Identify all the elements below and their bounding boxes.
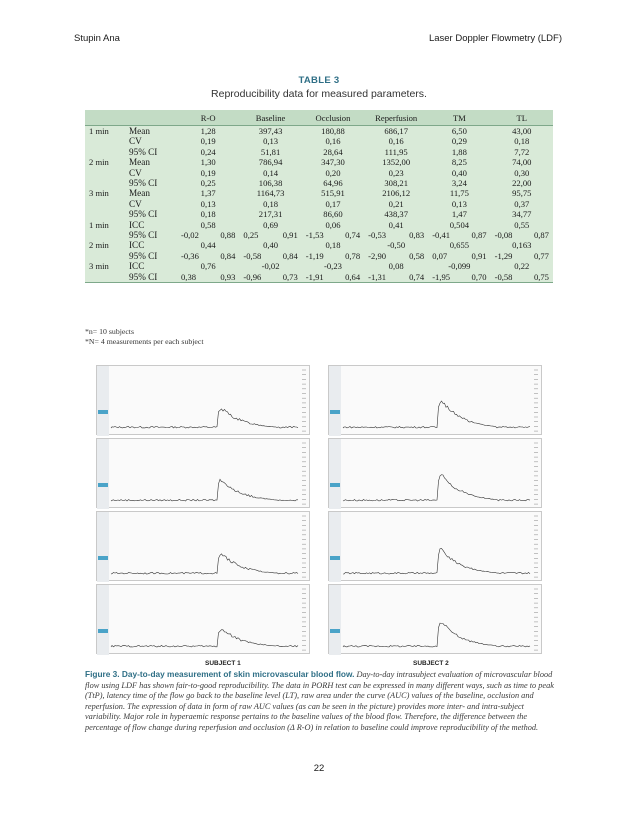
ci-lower: -2,90: [368, 250, 387, 261]
panel-side-strip: [329, 585, 341, 655]
ci-lower: -1,29: [494, 250, 513, 261]
ci-lower: -0,96: [243, 271, 262, 282]
figure-caption-body: Day-to-day intrasubject evaluation of microvascular blood flow using LDF has shown fair-to-good reproducibility. The data in PORH test can be expressed in many different ways, such as time to peak (TtP), latency time of the flow go back to the baseline level (LT), raw area under the curve (AUC) values of the baseline, occlusion and reperfusion. The expression of data in form of raw AUC values (as can be seen in the picture) provides more inter- and intra-subject variability. Major role in hyperaemic response pertains to the baseline values of the blood flow. Therefore, the difference between the percentage of flow change during reperfusion and occlusion (Δ R-O) in relation to baseline could improve reproducibility of the method.: [85, 670, 554, 732]
table-row: [85, 230, 553, 240]
table-cell: 308,21: [364, 178, 428, 188]
table-cell: 0,13: [239, 136, 301, 146]
row-group-label: 1 min: [85, 126, 127, 137]
ldf-recording-panel: [96, 584, 310, 654]
table-cell: 22,00: [491, 178, 553, 188]
table-cell: 0,23: [364, 168, 428, 178]
page-number: 22: [313, 763, 325, 774]
ci-upper: 0,84: [220, 250, 236, 261]
row-parameter-label: CV: [127, 199, 177, 209]
table-cell: -0,23: [302, 261, 364, 271]
table-cell: 0,13: [428, 199, 490, 209]
blood-flow-trace: [343, 623, 530, 647]
panel-side-strip: [97, 439, 109, 509]
table-cell: 0,58: [177, 220, 239, 230]
row-parameter-label: Mean: [127, 126, 177, 137]
table-cell: 6,50: [428, 126, 490, 137]
table-cell: 0,163: [491, 240, 553, 250]
table-cell: 1352,00: [364, 157, 428, 167]
table-cell: 34,77: [491, 209, 553, 219]
table-cell: 0,16: [364, 136, 428, 146]
table-header-row: [85, 110, 553, 126]
table-cell: [302, 251, 364, 261]
table-cell: 0,40: [428, 168, 490, 178]
column-header: Occlusion: [302, 110, 364, 126]
table-cell: [364, 251, 428, 261]
blood-flow-trace: [111, 630, 298, 647]
panel-channel-marker: [330, 629, 340, 633]
table-cell: -0,02: [239, 261, 301, 271]
table-cell: 0,13: [177, 199, 239, 209]
row-group-label: [85, 209, 127, 219]
table-cell: 0,21: [364, 199, 428, 209]
ci-upper: 0,88: [220, 230, 236, 241]
table-cell: -0,099: [428, 261, 490, 271]
table-cell: 3,24: [428, 178, 490, 188]
ci-lower: -1,53: [305, 230, 324, 241]
ci-upper: 0,91: [282, 230, 298, 241]
row-group-label: [85, 251, 127, 261]
table-cell: [491, 230, 553, 240]
ci-lower: -1,19: [305, 250, 324, 261]
table-cell: 0,18: [302, 240, 364, 250]
header-param: [127, 110, 177, 126]
panel-side-strip: [97, 512, 109, 582]
ldf-recording-panel: [96, 365, 310, 435]
table-cell: 0,44: [177, 240, 239, 250]
table-cell: 0,16: [302, 136, 364, 146]
row-group-label: [85, 147, 127, 157]
table-label: TABLE 3: [298, 75, 340, 86]
figure-caption-head: Figure 3. Day-to-day measurement of skin microvascular blood flow.: [85, 669, 355, 679]
table-cell: [239, 251, 301, 261]
panel-side-strip: [329, 366, 341, 436]
ci-upper: 0,64: [345, 271, 361, 282]
table-row: [85, 240, 553, 250]
running-header-title: Laser Doppler Flowmetry (LDF): [428, 33, 562, 44]
row-parameter-label: CV: [127, 136, 177, 146]
column-header: TL: [491, 110, 553, 126]
ci-lower: -0,41: [432, 230, 451, 241]
blood-flow-trace: [111, 554, 298, 574]
table-row: [85, 157, 553, 167]
table-cell: 43,00: [491, 126, 553, 137]
column-header: Baseline: [239, 110, 301, 126]
ci-upper: 0,84: [282, 250, 298, 261]
ci-upper: 0,93: [220, 271, 236, 282]
row-parameter-label: Mean: [127, 188, 177, 198]
table-cell: 1164,73: [239, 188, 301, 198]
table-cell: 111,95: [364, 147, 428, 157]
column-header: TM: [428, 110, 490, 126]
table-note: *N= 4 measurements per each subject: [85, 337, 204, 346]
ci-upper: 0,78: [345, 250, 361, 261]
ci-upper: 0,74: [345, 230, 361, 241]
table-cell: 0,40: [239, 240, 301, 250]
table-cell: 0,22: [491, 261, 553, 271]
table-note: *n= 10 subjects: [85, 327, 135, 336]
ci-upper: 0,73: [282, 271, 298, 282]
ci-lower: -1,31: [368, 271, 387, 282]
ldf-trace-plot: [329, 512, 543, 582]
table-row: [85, 188, 553, 198]
table-cell: 438,37: [364, 209, 428, 219]
ci-upper: 0,87: [471, 230, 487, 241]
table-cell: 8,25: [428, 157, 490, 167]
subject-2-label: SUBJECT 2: [413, 660, 449, 667]
table-row: [85, 209, 553, 219]
ldf-recordings-figure: [96, 365, 542, 655]
figure-caption: [85, 669, 555, 734]
table-cell: 0,24: [177, 147, 239, 157]
table-cell: 217,31: [239, 209, 301, 219]
ldf-recording-panel: [328, 365, 542, 435]
table-cell: 786,94: [239, 157, 301, 167]
table-row: [85, 126, 553, 137]
row-parameter-label: 95% CI: [127, 272, 177, 283]
row-parameter-label: CV: [127, 168, 177, 178]
ci-upper: 0,75: [533, 271, 549, 282]
ci-upper: 0,83: [409, 230, 425, 241]
table-cell: [428, 251, 490, 261]
row-group-label: 2 min: [85, 157, 127, 167]
ldf-trace-plot: [97, 585, 311, 655]
table-cell: 74,00: [491, 157, 553, 167]
row-parameter-label: 95% CI: [127, 178, 177, 188]
table-cell: 0,18: [491, 136, 553, 146]
ldf-recording-panel: [328, 511, 542, 581]
table-notes: [85, 327, 204, 347]
table-cell: [302, 272, 364, 283]
header-group: [85, 110, 127, 126]
column-header: Reperfusion: [364, 110, 428, 126]
table-cell: 11,75: [428, 188, 490, 198]
table-cell: 0,29: [428, 136, 490, 146]
panel-channel-marker: [98, 483, 108, 487]
table-row: [85, 251, 553, 261]
row-parameter-label: 95% CI: [127, 147, 177, 157]
table-cell: 0,14: [239, 168, 301, 178]
reproducibility-table: [85, 110, 553, 283]
table-cell: 686,17: [364, 126, 428, 137]
ci-lower: -1,91: [305, 271, 324, 282]
ldf-trace-plot: [97, 512, 311, 582]
table-cell: 0,17: [302, 199, 364, 209]
table-cell: 0,55: [491, 220, 553, 230]
blood-flow-trace: [343, 475, 530, 501]
table-row: [85, 261, 553, 271]
table-cell: 51,81: [239, 147, 301, 157]
panel-side-strip: [329, 512, 341, 582]
blood-flow-trace: [111, 479, 298, 501]
panel-channel-marker: [98, 410, 108, 414]
row-group-label: 3 min: [85, 261, 127, 271]
row-group-label: 2 min: [85, 240, 127, 250]
table-cell: 347,30: [302, 157, 364, 167]
blood-flow-trace: [343, 548, 530, 574]
table-cell: 0,19: [177, 136, 239, 146]
ldf-trace-plot: [97, 439, 311, 509]
table-cell: 86,60: [302, 209, 364, 219]
panel-channel-marker: [330, 556, 340, 560]
column-header: R-O: [177, 110, 239, 126]
blood-flow-trace: [343, 401, 530, 428]
table-caption: Reproducibility data for measured parameters.: [211, 88, 427, 100]
row-group-label: [85, 136, 127, 146]
row-parameter-label: 95% CI: [127, 209, 177, 219]
table-cell: 397,43: [239, 126, 301, 137]
table-row: [85, 178, 553, 188]
ldf-recording-panel: [328, 438, 542, 508]
table-cell: 64,96: [302, 178, 364, 188]
panel-side-strip: [97, 366, 109, 436]
row-parameter-label: 95% CI: [127, 251, 177, 261]
ldf-trace-plot: [329, 585, 543, 655]
panel-side-strip: [329, 439, 341, 509]
table-row: [85, 199, 553, 209]
ldf-trace-plot: [329, 366, 543, 436]
table-cell: 28,64: [302, 147, 364, 157]
panel-channel-marker: [330, 410, 340, 414]
table-cell: 2106,12: [364, 188, 428, 198]
running-header-author: Stupin Ana: [74, 33, 120, 44]
table-cell: 515,91: [302, 188, 364, 198]
table-row: [85, 220, 553, 230]
table-cell: 180,88: [302, 126, 364, 137]
row-group-label: [85, 272, 127, 283]
ci-lower: 0,25: [243, 230, 259, 241]
ci-lower: -1,95: [432, 271, 451, 282]
table-cell: [364, 272, 428, 283]
row-parameter-label: 95% CI: [127, 230, 177, 240]
table-cell: [239, 272, 301, 283]
ci-upper: 0,91: [471, 250, 487, 261]
table-cell: 1,88: [428, 147, 490, 157]
subject-1-label: SUBJECT 1: [205, 660, 241, 667]
table-cell: [428, 272, 490, 283]
table-cell: [177, 272, 239, 283]
table-cell: 0,655: [428, 240, 490, 250]
table-cell: 0,18: [239, 199, 301, 209]
ldf-trace-plot: [329, 439, 543, 509]
table-row: [85, 136, 553, 146]
row-group-label: [85, 199, 127, 209]
table-cell: 106,38: [239, 178, 301, 188]
table-row: [85, 168, 553, 178]
row-parameter-label: Mean: [127, 157, 177, 167]
panel-channel-marker: [330, 483, 340, 487]
table-row: [85, 147, 553, 157]
ci-lower: 0,07: [432, 250, 448, 261]
ci-lower: 0,38: [181, 271, 197, 282]
table-cell: 0,37: [491, 199, 553, 209]
table-cell: 95,75: [491, 188, 553, 198]
table-cell: 0,08: [364, 261, 428, 271]
row-group-label: 1 min: [85, 220, 127, 230]
row-group-label: [85, 178, 127, 188]
ci-lower: -0,08: [494, 230, 513, 241]
blood-flow-trace: [111, 409, 298, 428]
ldf-recording-panel: [96, 438, 310, 508]
table-cell: 7,72: [491, 147, 553, 157]
table-cell: 0,30: [491, 168, 553, 178]
table-cell: 0,06: [302, 220, 364, 230]
table-cell: 0,18: [177, 209, 239, 219]
panel-channel-marker: [98, 556, 108, 560]
ldf-recording-panel: [96, 511, 310, 581]
table-cell: 0,20: [302, 168, 364, 178]
table-cell: 1,28: [177, 126, 239, 137]
table-cell: [239, 230, 301, 240]
panel-side-strip: [97, 585, 109, 655]
ci-lower: -0,58: [494, 271, 513, 282]
ci-upper: 0,58: [409, 250, 425, 261]
ci-lower: -0,58: [243, 250, 262, 261]
ldf-trace-plot: [97, 366, 311, 436]
panel-channel-marker: [98, 629, 108, 633]
table-cell: [177, 230, 239, 240]
table-cell: -0,50: [364, 240, 428, 250]
table-cell: 0,25: [177, 178, 239, 188]
row-parameter-label: ICC: [127, 220, 177, 230]
table-cell: [177, 251, 239, 261]
ldf-recording-panel: [328, 584, 542, 654]
ci-upper: 0,70: [471, 271, 487, 282]
row-group-label: [85, 230, 127, 240]
table-cell: 1,37: [177, 188, 239, 198]
table-row: [85, 272, 553, 283]
table-cell: [491, 272, 553, 283]
table-cell: [302, 230, 364, 240]
ci-upper: 0,74: [409, 271, 425, 282]
table-cell: [428, 230, 490, 240]
table-cell: 0,76: [177, 261, 239, 271]
row-group-label: [85, 168, 127, 178]
table-cell: 1,47: [428, 209, 490, 219]
table-cell: [491, 251, 553, 261]
row-group-label: 3 min: [85, 188, 127, 198]
table-cell: 0,69: [239, 220, 301, 230]
table-body: [85, 126, 553, 283]
table-cell: 0,41: [364, 220, 428, 230]
table-cell: 0,19: [177, 168, 239, 178]
ci-lower: -0,02: [181, 230, 199, 241]
row-parameter-label: ICC: [127, 240, 177, 250]
row-parameter-label: ICC: [127, 261, 177, 271]
ci-upper: 0,87: [533, 230, 549, 241]
table-cell: 1,30: [177, 157, 239, 167]
table-cell: [364, 230, 428, 240]
ci-lower: -0,36: [181, 250, 199, 261]
ci-upper: 0,77: [533, 250, 549, 261]
ci-lower: -0,53: [368, 230, 387, 241]
table-cell: 0,504: [428, 220, 490, 230]
